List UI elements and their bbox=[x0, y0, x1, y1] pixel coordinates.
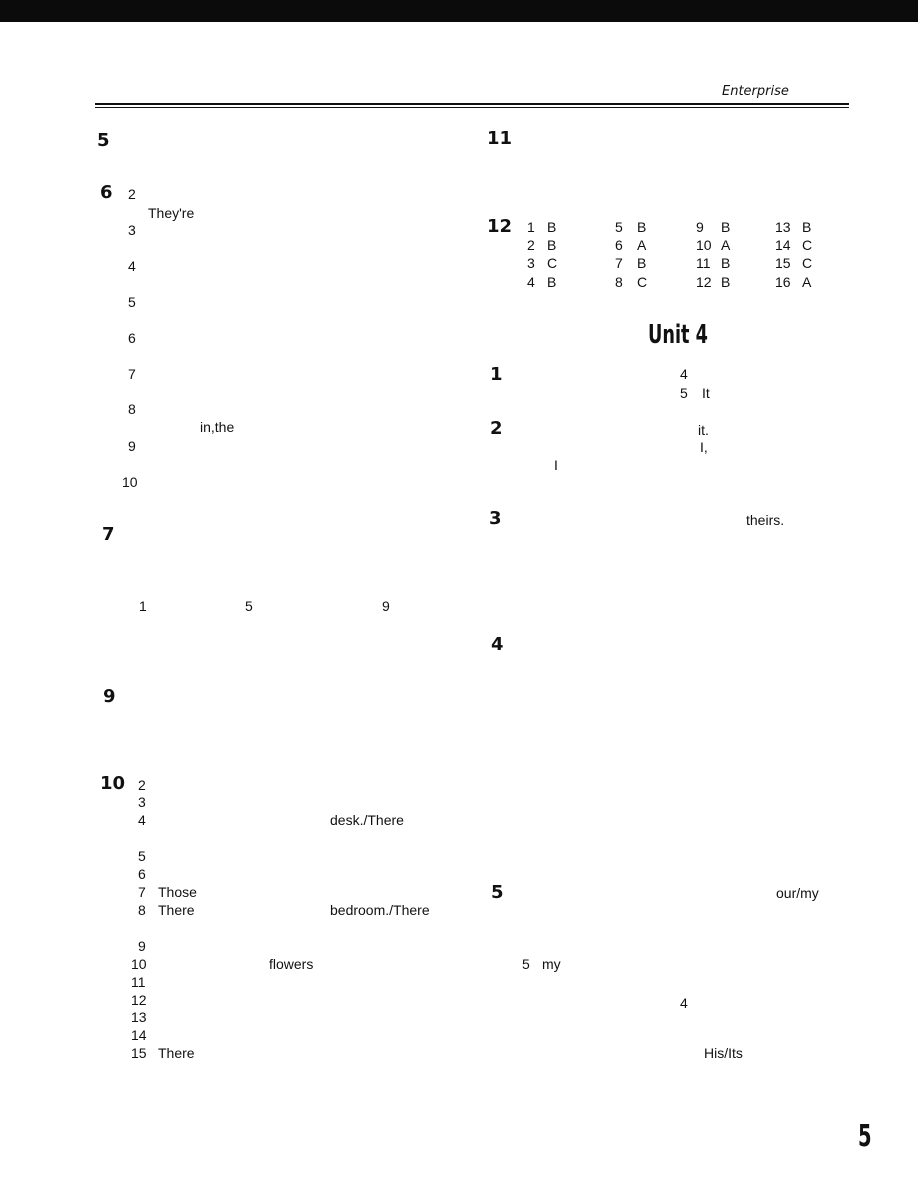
r5-item: 4 bbox=[680, 995, 688, 1011]
s10-item: 14 bbox=[131, 1027, 147, 1043]
s10-item: 7 bbox=[138, 884, 146, 900]
answer-number: 13 bbox=[775, 219, 791, 235]
answer-letter: B bbox=[637, 255, 647, 271]
answer-letter: B bbox=[802, 219, 812, 235]
s10-item: 15 bbox=[131, 1045, 147, 1061]
answer-number: 4 bbox=[527, 274, 535, 290]
page-number: 5 bbox=[858, 1119, 872, 1154]
r3-item: theirs. bbox=[746, 512, 785, 528]
s10-item: 6 bbox=[138, 866, 146, 882]
answer-letter: A bbox=[721, 237, 731, 253]
section-7-number: 7 bbox=[102, 524, 115, 545]
s10-item: Those bbox=[158, 884, 197, 900]
answer-letter: A bbox=[637, 237, 647, 253]
s6-item: 2 bbox=[128, 186, 136, 202]
answer-letter: C bbox=[802, 237, 813, 253]
s10-item: There bbox=[158, 1045, 195, 1061]
s10-item: There bbox=[158, 902, 195, 918]
s10-item: 12 bbox=[131, 992, 147, 1008]
r1-item: 4 bbox=[680, 366, 688, 382]
s10-item: flowers bbox=[269, 956, 314, 972]
answer-number: 7 bbox=[615, 255, 623, 271]
s10-item: 10 bbox=[131, 956, 147, 972]
answer-letter: B bbox=[637, 219, 647, 235]
r1-item: It bbox=[702, 385, 710, 401]
s10-item: 11 bbox=[131, 974, 146, 990]
section-9-number: 9 bbox=[103, 686, 116, 707]
answer-number: 8 bbox=[615, 274, 623, 290]
s10-item: 8 bbox=[138, 902, 146, 918]
s7-item: 9 bbox=[382, 598, 390, 614]
answer-letter: C bbox=[802, 255, 813, 271]
s6-item: 7 bbox=[128, 366, 136, 382]
answer-letter: B bbox=[547, 274, 557, 290]
s10-item: 9 bbox=[138, 938, 146, 954]
s6-item: 4 bbox=[128, 258, 136, 274]
s6-item: 9 bbox=[128, 438, 136, 454]
r2-item: I, bbox=[700, 439, 708, 455]
section-4-number: 4 bbox=[491, 634, 504, 655]
r5-item: our/my bbox=[776, 885, 819, 901]
answer-letter: B bbox=[721, 219, 731, 235]
header-rule bbox=[95, 103, 849, 105]
section-6-number: 6 bbox=[100, 182, 113, 203]
section-11-number: 11 bbox=[487, 128, 513, 149]
header-rule-thin bbox=[95, 107, 849, 108]
answer-letter: A bbox=[802, 274, 812, 290]
r1-item: 5 bbox=[680, 385, 688, 401]
s6-item: 10 bbox=[122, 474, 138, 490]
answer-number: 15 bbox=[775, 255, 791, 271]
answer-number: 2 bbox=[527, 237, 535, 253]
s6-item: 6 bbox=[128, 330, 136, 346]
s10-item: 13 bbox=[131, 1009, 147, 1025]
answer-number: 9 bbox=[696, 219, 704, 235]
answer-letter: B bbox=[547, 237, 557, 253]
s10-item: bedroom./There bbox=[330, 902, 430, 918]
section-1-number: 1 bbox=[490, 364, 503, 385]
s10-item: 5 bbox=[138, 848, 146, 864]
s10-item: 3 bbox=[138, 794, 146, 810]
answer-number: 12 bbox=[696, 274, 712, 290]
r5-item: my bbox=[542, 956, 561, 972]
answer-number: 11 bbox=[696, 255, 711, 271]
s6-item: 8 bbox=[128, 401, 136, 417]
s7-item: 1 bbox=[139, 598, 147, 614]
s6-item: in,the bbox=[200, 419, 235, 435]
s10-item: desk./There bbox=[330, 812, 404, 828]
answer-letter: B bbox=[721, 274, 731, 290]
answer-letter: C bbox=[547, 255, 558, 271]
r5-item: 5 bbox=[522, 956, 530, 972]
s6-item: 5 bbox=[128, 294, 136, 310]
r5-item: His/Its bbox=[704, 1045, 743, 1061]
section-10-number: 10 bbox=[100, 773, 126, 794]
answer-number: 14 bbox=[775, 237, 791, 253]
s6-item: They're bbox=[148, 205, 195, 221]
unit-heading: Unit 4 bbox=[648, 320, 708, 350]
section-2-number: 2 bbox=[490, 418, 503, 439]
answer-number: 10 bbox=[696, 237, 712, 253]
answer-number: 5 bbox=[615, 219, 623, 235]
s6-item: 3 bbox=[128, 222, 136, 238]
answer-letter: C bbox=[637, 274, 648, 290]
answer-number: 16 bbox=[775, 274, 791, 290]
top-black-bar bbox=[0, 0, 918, 22]
section-3-number: 3 bbox=[489, 508, 502, 529]
answer-number: 3 bbox=[527, 255, 535, 271]
s10-item: 4 bbox=[138, 812, 146, 828]
header-title: Enterprise bbox=[722, 84, 789, 99]
answer-letter: B bbox=[547, 219, 557, 235]
section-12-number: 12 bbox=[487, 216, 513, 237]
answer-number: 1 bbox=[527, 219, 535, 235]
s10-item: 2 bbox=[138, 777, 146, 793]
section-5-number: 5 bbox=[97, 130, 110, 151]
s7-item: 5 bbox=[245, 598, 253, 614]
r2-item: it. bbox=[698, 422, 709, 438]
answer-letter: B bbox=[721, 255, 731, 271]
answer-number: 6 bbox=[615, 237, 623, 253]
r2-item: I bbox=[554, 457, 558, 473]
section-5-number-right: 5 bbox=[491, 882, 504, 903]
